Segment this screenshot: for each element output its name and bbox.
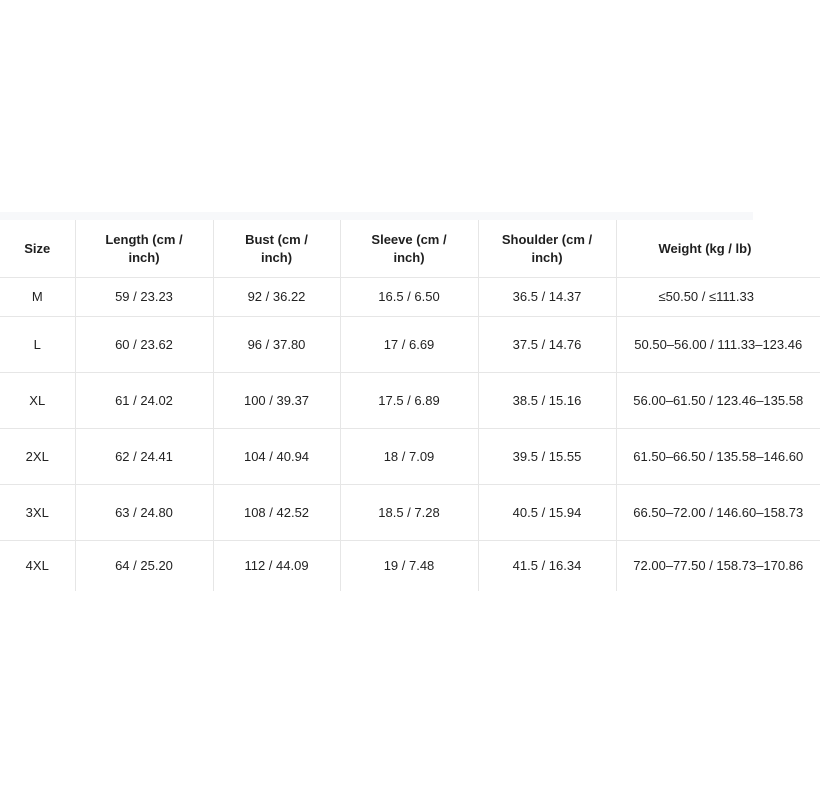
cell-sleeve: 16.5 / 6.50 xyxy=(340,278,478,317)
cell-weight: ≤50.50 / ≤111.33 xyxy=(616,278,820,317)
header-bust: Bust (cm / inch) xyxy=(213,220,340,278)
cell-size: 4XL xyxy=(0,541,75,592)
cell-length: 63 / 24.80 xyxy=(75,485,213,541)
cell-bust: 96 / 37.80 xyxy=(213,317,340,373)
cell-length: 59 / 23.23 xyxy=(75,278,213,317)
cell-weight: 61.50–66.50 / 135.58–146.60 xyxy=(616,429,820,485)
cell-length: 62 / 24.41 xyxy=(75,429,213,485)
table-top-strip xyxy=(0,212,753,220)
header-size: Size xyxy=(0,220,75,278)
table-header-row xyxy=(0,220,820,278)
cell-shoulder: 36.5 / 14.37 xyxy=(478,278,616,317)
cell-size: M xyxy=(0,278,75,317)
cell-length: 60 / 23.62 xyxy=(75,317,213,373)
cell-shoulder: 37.5 / 14.76 xyxy=(478,317,616,373)
cell-shoulder: 39.5 / 15.55 xyxy=(478,429,616,485)
cell-sleeve: 18.5 / 7.28 xyxy=(340,485,478,541)
table-row xyxy=(0,317,820,373)
table-row xyxy=(0,278,820,317)
cell-bust: 100 / 39.37 xyxy=(213,373,340,429)
header-shoulder: Shoulder (cm / inch) xyxy=(478,220,616,278)
cell-bust: 112 / 44.09 xyxy=(213,541,340,592)
cell-bust: 108 / 42.52 xyxy=(213,485,340,541)
cell-weight: 66.50–72.00 / 146.60–158.73 xyxy=(616,485,820,541)
table-row xyxy=(0,485,820,541)
cell-size: L xyxy=(0,317,75,373)
cell-length: 61 / 24.02 xyxy=(75,373,213,429)
header-length: Length (cm / inch) xyxy=(75,220,213,278)
cell-shoulder: 41.5 / 16.34 xyxy=(478,541,616,592)
cell-size: XL xyxy=(0,373,75,429)
cell-weight: 56.00–61.50 / 123.46–135.58 xyxy=(616,373,820,429)
cell-weight: 50.50–56.00 / 111.33–123.46 xyxy=(616,317,820,373)
size-chart-container xyxy=(0,220,804,590)
cell-size: 3XL xyxy=(0,485,75,541)
header-weight: Weight (kg / lb) xyxy=(616,220,820,278)
size-chart-table xyxy=(0,220,820,591)
header-sleeve: Sleeve (cm / inch) xyxy=(340,220,478,278)
cell-sleeve: 17 / 6.69 xyxy=(340,317,478,373)
cell-weight: 72.00–77.50 / 158.73–170.86 xyxy=(633,558,804,573)
cell-shoulder: 38.5 / 15.16 xyxy=(478,373,616,429)
cell-sleeve: 17.5 / 6.89 xyxy=(340,373,478,429)
cell-length: 64 / 25.20 xyxy=(75,541,213,592)
cell-bust: 104 / 40.94 xyxy=(213,429,340,485)
table-row xyxy=(0,541,820,592)
cell-shoulder: 40.5 / 15.94 xyxy=(478,485,616,541)
cell-sleeve: 18 / 7.09 xyxy=(340,429,478,485)
cell-size: 2XL xyxy=(0,429,75,485)
table-row xyxy=(0,373,820,429)
cell-bust: 92 / 36.22 xyxy=(213,278,340,317)
cell-sleeve: 19 / 7.48 xyxy=(340,541,478,592)
table-row xyxy=(0,429,820,485)
